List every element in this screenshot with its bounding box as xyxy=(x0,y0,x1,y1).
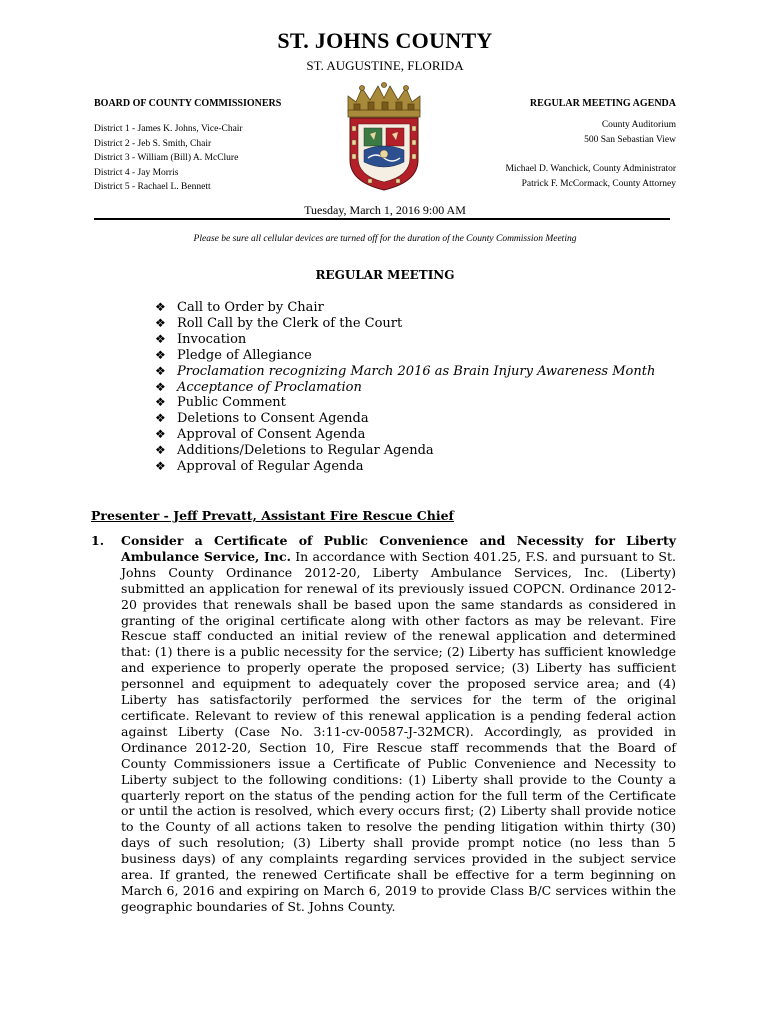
diamond-bullet-icon: ❖ xyxy=(155,300,166,314)
county-administrator: Michael D. Wanchick, County Administrator xyxy=(505,164,676,174)
county-attorney: Patrick F. McCormack, County Attorney xyxy=(521,178,676,189)
agenda-item-text: Public Comment xyxy=(177,395,286,411)
header-divider xyxy=(94,218,670,220)
venue-name: County Auditorium xyxy=(601,120,676,130)
agenda-item xyxy=(155,411,655,427)
agenda-title: REGULAR MEETING AGENDA xyxy=(529,98,676,109)
agenda-item-text: Approval of Consent Agenda xyxy=(177,427,366,443)
diamond-bullet-icon: ❖ xyxy=(155,395,166,410)
regular-meeting-heading: REGULAR MEETING xyxy=(315,268,455,282)
venue-address: 500 San Sebastian View xyxy=(584,134,676,145)
agenda-item xyxy=(155,427,655,443)
agenda-item-text: Call to Order by Chair xyxy=(177,300,324,315)
meeting-date: Tuesday, March 1, 2016 9:00 AM xyxy=(304,203,466,217)
agenda-item-text: Roll Call by the Clerk of the Court xyxy=(177,315,403,331)
item-title: Consider a Certificate of Public Convenience and Necessity for Liberty Ambulance Service, Inc. xyxy=(121,533,676,564)
county-seal-icon xyxy=(338,82,430,194)
item-1 xyxy=(121,533,676,915)
agenda-item xyxy=(155,300,655,316)
agenda-item-text: Acceptance of Proclamation xyxy=(177,379,362,395)
agenda-item xyxy=(155,459,655,475)
crown xyxy=(348,83,420,118)
county-title: ST. JOHNS COUNTY xyxy=(277,28,493,53)
agenda-item-text: Pledge of Allegiance xyxy=(177,347,312,363)
district-3: District 3 - William (Bill) A. McClure xyxy=(94,153,239,164)
agenda-item xyxy=(155,443,655,459)
item-number: 1. xyxy=(91,533,105,548)
board-title: BOARD OF COUNTY COMMISSIONERS xyxy=(94,98,282,109)
agenda-item-text: Additions/Deletions to Regular Agenda xyxy=(177,443,434,459)
agenda-item xyxy=(155,332,655,348)
agenda-item-text: Approval of Regular Agenda xyxy=(177,459,364,475)
item-description: In accordance with Section 401.25, F.S. and pursuant to St. Johns County Ordinance 2012-20, Liberty Ambulance Services, Inc. (Liberty) submitted an application for renewal of its previously issued COPCN. Ordinance 2012-20 provides that renewals shall be based upon the same standards as considered in granting of the original certificate along with other factors as may be relevant. Fire Rescue staff conducted an initial review of the renewal application and determined that: (1) there is a public necessity for the service; (2) Liberty has sufficient knowledge and experience to properly operate the proposed service; (3) Liberty has sufficient personnel and equipment to adequately cover the proposed service area; and (4) Liberty has satisfactorily performed the services for the term of the original certificate. Relevant to review of this renewal application is a pending federal action against Liberty (Case No. 3:11-cv-00587-J-32MCR). Accordingly, as provided in Ordinance 2012-20, Section 10, Fire Rescue staff recommends that the Board of County Commissioners issue a Certificate of Public Convenience and Necessity to Liberty subject to the following conditions: (1) Liberty shall provide to the County a quarterly report on the status of the pending action for the full term of the Certificate or until the action is resolved, which every occurs first; (2) Liberty shall provide notice to the County of all actions taken to resolve the pending litigation within thirty (30) days of such resolution; (3) Liberty shall provide prompt notice (no less than 5 business days) of any complaints regarding services provided in the subject service area. If granted, the renewed Certificate shall be effective for a term beginning on March 6, 2016 and expiring on March 6, 2019 to provide Class B/C services within the geographic boundaries of St. Johns County. xyxy=(121,548,676,914)
diamond-bullet-icon: ❖ xyxy=(155,363,166,378)
agenda-item xyxy=(155,380,655,396)
officials xyxy=(505,162,676,191)
diamond-bullet-icon: ❖ xyxy=(155,379,166,394)
agenda-item-text: Deletions to Consent Agenda xyxy=(177,411,369,427)
agenda-item xyxy=(155,395,655,411)
county-city: ST. AUGUSTINE, FLORIDA xyxy=(306,58,464,73)
district-1: District 1 - James K. Johns, Vice-Chair xyxy=(94,124,243,134)
district-5: District 5 - Rachael L. Bennett xyxy=(94,182,211,193)
diamond-bullet-icon: ❖ xyxy=(155,347,166,362)
agenda-item-text: Invocation xyxy=(177,331,247,347)
diamond-bullet-icon: ❖ xyxy=(155,331,166,346)
diamond-bullet-icon: ❖ xyxy=(155,315,166,330)
agenda-item xyxy=(155,364,655,380)
diamond-bullet-icon: ❖ xyxy=(155,427,166,442)
district-4: District 4 - Jay Morris xyxy=(94,167,179,178)
diamond-bullet-icon: ❖ xyxy=(155,443,166,458)
agenda-list xyxy=(155,300,655,475)
cellular-notice: Please be sure all cellular devices are turned off for the duration of the County Commission Meeting xyxy=(193,234,577,244)
diamond-bullet-icon: ❖ xyxy=(155,411,166,426)
district-2: District 2 - Jeb S. Smith, Chair xyxy=(94,138,212,149)
agenda-item xyxy=(155,348,655,364)
presenter-heading: Presenter - Jeff Prevatt, Assistant Fire Rescue Chief xyxy=(91,508,454,523)
diamond-bullet-icon: ❖ xyxy=(155,459,166,474)
agenda-item-text: Proclamation recognizing March 2016 as Brain Injury Awareness Month xyxy=(177,363,656,379)
agenda-item xyxy=(155,316,655,332)
venue xyxy=(584,118,676,147)
district-list xyxy=(94,122,243,195)
